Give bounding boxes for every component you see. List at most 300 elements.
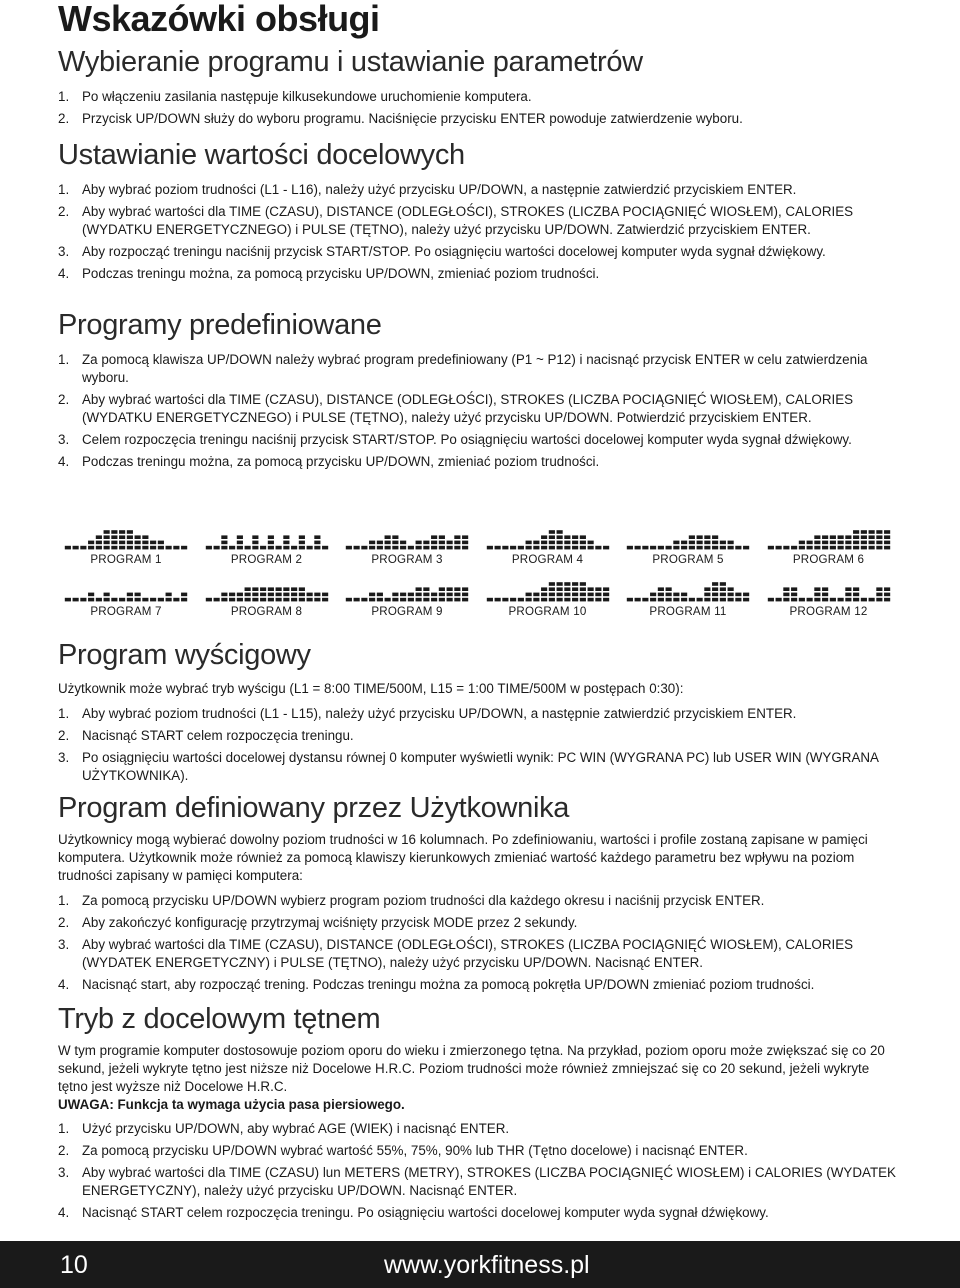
profile-block — [541, 598, 547, 602]
profile-block — [853, 530, 859, 534]
profile-block — [392, 598, 398, 602]
profile-block — [346, 546, 352, 550]
user-program-steps — [58, 892, 908, 998]
profile-block — [876, 598, 882, 602]
profile-block — [423, 546, 429, 550]
profile-block — [462, 546, 468, 550]
profile-block — [260, 587, 266, 591]
profile-block — [556, 535, 562, 539]
profile-block — [462, 587, 468, 591]
profile-block — [517, 598, 523, 602]
profile-block — [236, 541, 242, 545]
profile-block — [346, 598, 352, 602]
profile-block — [814, 541, 820, 545]
profile-block — [853, 546, 859, 550]
profile-block — [127, 541, 133, 545]
profile-block — [783, 587, 789, 591]
program-label: PROGRAM 10 — [508, 605, 587, 618]
program-profile-chart — [486, 524, 610, 550]
list-item: 4. Nacisnąć START celem rozpoczęcia treningu. Po osiągnięciu wartości docelowej komputer wyda sygnał dźwiękowy. — [58, 1205, 769, 1220]
profile-block — [392, 541, 398, 545]
profile-block — [462, 541, 468, 545]
profile-block — [822, 546, 828, 550]
profile-block — [541, 546, 547, 550]
profile-block — [541, 593, 547, 597]
profile-block — [689, 546, 695, 550]
program-profile-chart — [205, 524, 329, 550]
list-item: 4. Podczas treningu można, za pomocą przycisku UP/DOWN, zmieniać poziom trudności. — [58, 266, 600, 281]
profile-block — [96, 535, 102, 539]
profile-block — [431, 541, 437, 545]
profile-block — [845, 587, 851, 591]
profile-block — [73, 598, 79, 602]
section-title-target-hr: Tryb z docelowym tętnem — [58, 1003, 381, 1035]
profile-block — [150, 546, 156, 550]
profile-block — [252, 598, 258, 602]
profile-block — [689, 535, 695, 539]
profile-block — [860, 535, 866, 539]
profile-block — [556, 530, 562, 534]
profile-block — [88, 546, 94, 550]
profile-block — [572, 598, 578, 602]
profile-block — [556, 587, 562, 591]
profile-block — [88, 593, 94, 597]
profile-block — [712, 546, 718, 550]
profile-block — [462, 593, 468, 597]
profile-block — [267, 598, 273, 602]
profile-block — [119, 598, 125, 602]
profile-block — [572, 535, 578, 539]
profile-block — [579, 582, 585, 586]
profile-block — [720, 582, 726, 586]
program-profile-chart — [345, 576, 469, 602]
profile-block — [150, 598, 156, 602]
profile-block — [791, 593, 797, 597]
profile-block — [884, 546, 890, 550]
profile-block — [275, 598, 281, 602]
profile-block — [548, 535, 554, 539]
profile-block — [135, 541, 141, 545]
profile-block — [868, 598, 874, 602]
profile-block — [673, 546, 679, 550]
profile-block — [743, 598, 749, 602]
profile-block — [119, 535, 125, 539]
profile-block — [603, 598, 609, 602]
profile-block — [166, 598, 172, 602]
program-label: PROGRAM 7 — [90, 605, 162, 618]
profile-block — [283, 535, 289, 539]
profile-block — [798, 598, 804, 602]
profile-block — [712, 582, 718, 586]
profile-block — [743, 593, 749, 597]
profile-block — [556, 598, 562, 602]
profile-block — [564, 535, 570, 539]
profile-block — [735, 593, 741, 597]
profile-block — [884, 598, 890, 602]
profile-block — [392, 535, 398, 539]
profile-block — [510, 546, 516, 550]
profile-block — [572, 541, 578, 545]
list-item: 1. Za pomocą klawisza UP/DOWN należy wybrać program predefiniowany (P1 ~ P12) i nacisnąć przycisk ENTER w celu zatwierdzenia wyboru. — [58, 352, 868, 385]
profile-block — [111, 598, 117, 602]
profile-block — [666, 593, 672, 597]
profile-block — [845, 535, 851, 539]
page-footer — [0, 1241, 960, 1288]
profile-block — [579, 598, 585, 602]
profile-block — [642, 546, 648, 550]
profile-block — [837, 541, 843, 545]
profile-block — [423, 541, 429, 545]
profile-block — [666, 546, 672, 550]
profile-block — [876, 535, 882, 539]
profile-block — [306, 598, 312, 602]
profile-block — [104, 546, 110, 550]
profile-block — [533, 541, 539, 545]
profile-block — [603, 587, 609, 591]
profile-block — [775, 546, 781, 550]
profile-block — [720, 587, 726, 591]
profile-block — [728, 593, 734, 597]
profile-block — [96, 546, 102, 550]
profile-block — [541, 587, 547, 591]
profile-block — [135, 598, 141, 602]
profile-block — [673, 541, 679, 545]
profile-block — [548, 541, 554, 545]
profile-block — [728, 598, 734, 602]
list-item: 2. Aby wybrać wartości dla TIME (CZASU), DISTANCE (ODLEGŁOŚCI), STROKES (LICZBA POCIĄGNIĘĆ WIOSŁEM), CALORIES (WYDATKU ENERGETYCZNEGO) i PULSE (TĘTNO), należy użyć przycisku UP/DOWN. Potwierdzić przyciskiem ENTER. — [58, 392, 854, 425]
profile-block — [697, 535, 703, 539]
profile-block — [205, 598, 211, 602]
profile-block — [587, 598, 593, 602]
profile-block — [408, 593, 414, 597]
profile-block — [439, 598, 445, 602]
profile-block — [298, 598, 304, 602]
profile-block — [556, 546, 562, 550]
profile-block — [423, 587, 429, 591]
profile-block — [548, 587, 554, 591]
profile-block — [783, 593, 789, 597]
profile-block — [244, 593, 250, 597]
profile-block — [119, 546, 125, 550]
profile-block — [322, 598, 328, 602]
profile-block — [88, 598, 94, 602]
profile-block — [525, 546, 531, 550]
profile-block — [689, 541, 695, 545]
profile-block — [298, 587, 304, 591]
profile-block — [298, 546, 304, 550]
profile-block — [96, 598, 102, 602]
profile-block — [712, 598, 718, 602]
profile-block — [853, 587, 859, 591]
program-profile-chart — [767, 576, 891, 602]
profile-block — [454, 535, 460, 539]
profile-block — [876, 546, 882, 550]
profile-block — [884, 541, 890, 545]
profile-block — [814, 535, 820, 539]
profile-block — [525, 598, 531, 602]
profile-block — [642, 598, 648, 602]
profile-block — [635, 598, 641, 602]
profile-block — [213, 598, 219, 602]
profile-block — [221, 535, 227, 539]
profile-block — [697, 546, 703, 550]
profile-block — [181, 546, 187, 550]
profile-block — [385, 546, 391, 550]
profile-block — [306, 546, 312, 550]
profile-block — [229, 546, 235, 550]
profile-block — [533, 598, 539, 602]
program-profile-chart — [64, 524, 188, 550]
profile-block — [791, 587, 797, 591]
profile-block — [267, 593, 273, 597]
profile-block — [806, 541, 812, 545]
profile-block — [369, 541, 375, 545]
profile-block — [260, 546, 266, 550]
profile-block — [314, 535, 320, 539]
profile-block — [798, 541, 804, 545]
section-title-race-program: Program wyścigowy — [58, 639, 311, 671]
profile-block — [205, 546, 211, 550]
profile-block — [73, 546, 79, 550]
list-item: 1. Za pomocą przycisku UP/DOWN wybierz program poziom trudności dla każdego okresu i naciśnij przycisk ENTER. — [58, 893, 765, 908]
list-item: 1. Po włączeniu zasilania następuje kilkusekundowe uruchomienie komputera. — [58, 89, 532, 104]
profile-block — [221, 546, 227, 550]
profile-block — [166, 593, 172, 597]
profile-block — [80, 598, 86, 602]
profile-block — [533, 593, 539, 597]
profile-block — [587, 587, 593, 591]
profile-block — [221, 541, 227, 545]
profile-block — [712, 593, 718, 597]
profile-block — [431, 593, 437, 597]
profile-block — [314, 546, 320, 550]
profile-block — [845, 541, 851, 545]
profile-block — [704, 541, 710, 545]
profile-block — [142, 541, 148, 545]
page-title: Wskazówki obsługi — [58, 0, 380, 39]
profile-block — [252, 587, 258, 591]
profile-block — [416, 587, 422, 591]
profile-block — [127, 535, 133, 539]
program-label: PROGRAM 12 — [789, 605, 868, 618]
profile-block — [666, 598, 672, 602]
program-label: PROGRAM 11 — [649, 605, 727, 618]
program-label: PROGRAM 3 — [371, 553, 443, 566]
profile-block — [221, 598, 227, 602]
profile-block — [447, 593, 453, 597]
profile-block — [603, 593, 609, 597]
list-item: 4. Nacisnąć start, aby rozpocząć trening. Podczas treningu można za pomocą pokrętła UP/DOWN zmieniać poziom trudności. — [58, 977, 815, 992]
profile-block — [298, 593, 304, 597]
profile-block — [564, 598, 570, 602]
profile-block — [704, 535, 710, 539]
profile-block — [416, 593, 422, 597]
profile-block — [829, 541, 835, 545]
profile-block — [579, 593, 585, 597]
profile-block — [306, 593, 312, 597]
profile-block — [525, 541, 531, 545]
profile-block — [704, 598, 710, 602]
profile-block — [377, 598, 383, 602]
profile-block — [548, 582, 554, 586]
profile-block — [104, 598, 110, 602]
profile-block — [369, 593, 375, 597]
profile-block — [876, 593, 882, 597]
profile-block — [814, 587, 820, 591]
profile-block — [814, 593, 820, 597]
list-item: 3. Celem rozpoczęcia treningu naciśnij przycisk START/STOP. Po osiągnięciu wartości docelowej komputer wyda sygnał dźwiękowy. — [58, 432, 852, 447]
profile-block — [541, 535, 547, 539]
profile-block — [673, 598, 679, 602]
profile-block — [65, 546, 71, 550]
profile-block — [385, 541, 391, 545]
profile-block — [267, 546, 273, 550]
profile-block — [728, 587, 734, 591]
list-item: 2. Przycisk UP/DOWN służy do wyboru programu. Naciśnięcie przycisku ENTER powoduje zatwierdzenie wyboru. — [58, 111, 743, 126]
profile-block — [502, 598, 508, 602]
profile-block — [697, 541, 703, 545]
program-profile-12 — [767, 576, 891, 618]
profile-block — [181, 593, 187, 597]
profile-block — [704, 587, 710, 591]
profile-block — [454, 587, 460, 591]
profile-block — [252, 593, 258, 597]
profile-block — [822, 598, 828, 602]
profile-block — [322, 593, 328, 597]
profile-block — [767, 598, 773, 602]
profile-block — [439, 546, 445, 550]
profile-block — [173, 598, 179, 602]
profile-block — [252, 546, 258, 550]
section-title-preset-programs: Programy predefiniowane — [58, 309, 382, 341]
profile-block — [314, 541, 320, 545]
list-item: 2. Aby zakończyć konfigurację przytrzymaj wciśnięty przycisk MODE przez 2 sekundy. — [58, 915, 578, 930]
profile-block — [80, 546, 86, 550]
profile-block — [244, 587, 250, 591]
profile-block — [127, 593, 133, 597]
profile-block — [884, 587, 890, 591]
profile-block — [791, 546, 797, 550]
profile-block — [720, 546, 726, 550]
profile-block — [454, 593, 460, 597]
profile-block — [127, 530, 133, 534]
profile-block — [837, 535, 843, 539]
profile-block — [735, 598, 741, 602]
profile-block — [845, 593, 851, 597]
profile-block — [447, 587, 453, 591]
profile-block — [252, 541, 258, 545]
profile-block — [595, 593, 601, 597]
profile-block — [392, 546, 398, 550]
profile-block — [837, 546, 843, 550]
profile-block — [431, 598, 437, 602]
profile-block — [775, 598, 781, 602]
race-program-intro: Użytkownik może wybrać tryb wyścigu (L1 = 8:00 TIME/500M, L15 = 1:00 TIME/500M w postępach 0:30): — [58, 681, 684, 696]
profile-block — [868, 535, 874, 539]
profile-block — [252, 535, 258, 539]
profile-block — [806, 546, 812, 550]
profile-block — [556, 541, 562, 545]
profile-block — [283, 598, 289, 602]
profile-block — [142, 546, 148, 550]
program-profile-4 — [486, 524, 610, 566]
program-label: PROGRAM 6 — [792, 553, 865, 566]
profile-block — [385, 598, 391, 602]
profile-block — [595, 598, 601, 602]
profile-block — [369, 546, 375, 550]
profile-block — [462, 535, 468, 539]
profile-block — [244, 546, 250, 550]
profile-block — [783, 598, 789, 602]
profile-block — [88, 541, 94, 545]
profile-block — [853, 541, 859, 545]
program-profile-9 — [345, 576, 469, 618]
user-program-intro: Użytkownicy mogą wybierać dowolny poziom trudności w 16 kolumnach. Po zdefiniowaniu, wartości i profile zostaną zapisane w pamięci komputera. Użytkownik może również za pomocą klawiszy kierunkowych zmieniać wartość każdego parametru bez wpływu na poziom trudności zapisany w pamięci komputera: — [58, 832, 868, 883]
profile-block — [283, 546, 289, 550]
profile-block — [291, 593, 297, 597]
profile-block — [135, 535, 141, 539]
profile-block — [104, 541, 110, 545]
profile-block — [135, 546, 141, 550]
profile-block — [572, 593, 578, 597]
profile-block — [884, 535, 890, 539]
profile-block — [439, 535, 445, 539]
profile-block — [462, 598, 468, 602]
profile-block — [111, 535, 117, 539]
profile-block — [142, 598, 148, 602]
list-item: 2. Za pomocą przycisku UP/DOWN wybrać wartość 55%, 75%, 90% lub THR (Tętno docelowe) i nacisnąć ENTER. — [58, 1143, 748, 1158]
profile-block — [860, 546, 866, 550]
profile-block — [681, 546, 687, 550]
profile-block — [697, 598, 703, 602]
program-profile-2 — [205, 524, 329, 566]
profile-block — [876, 541, 882, 545]
program-profile-chart — [626, 576, 750, 602]
profile-block — [439, 541, 445, 545]
profile-block — [860, 541, 866, 545]
program-profiles-grid — [64, 524, 904, 624]
program-profile-3 — [345, 524, 469, 566]
profile-block — [431, 535, 437, 539]
profile-block — [158, 541, 164, 545]
profile-block — [572, 582, 578, 586]
profile-block — [267, 541, 273, 545]
list-item: 3. Po osiągnięciu wartości docelowej dystansu równej 0 komputer wyświetli wynik: PC WIN (WYGRANA PC) lub USER WIN (WYGRANA UŻYTKOWNIKA). — [58, 750, 879, 783]
profile-block — [627, 546, 633, 550]
profile-block — [408, 546, 414, 550]
profile-block — [431, 546, 437, 550]
profile-block — [298, 541, 304, 545]
profile-block — [868, 546, 874, 550]
target-hr-steps — [58, 1120, 908, 1226]
profile-block — [681, 541, 687, 545]
profile-block — [579, 541, 585, 545]
profile-block — [603, 546, 609, 550]
profile-block — [119, 541, 125, 545]
profile-block — [267, 535, 273, 539]
profile-block — [627, 598, 633, 602]
profile-block — [868, 530, 874, 534]
profile-block — [181, 598, 187, 602]
race-program-steps — [58, 705, 908, 789]
profile-block — [681, 593, 687, 597]
profile-block — [564, 593, 570, 597]
profile-block — [853, 593, 859, 597]
profile-block — [377, 593, 383, 597]
profile-block — [423, 598, 429, 602]
profile-block — [111, 546, 117, 550]
program-profile-6 — [767, 524, 891, 566]
